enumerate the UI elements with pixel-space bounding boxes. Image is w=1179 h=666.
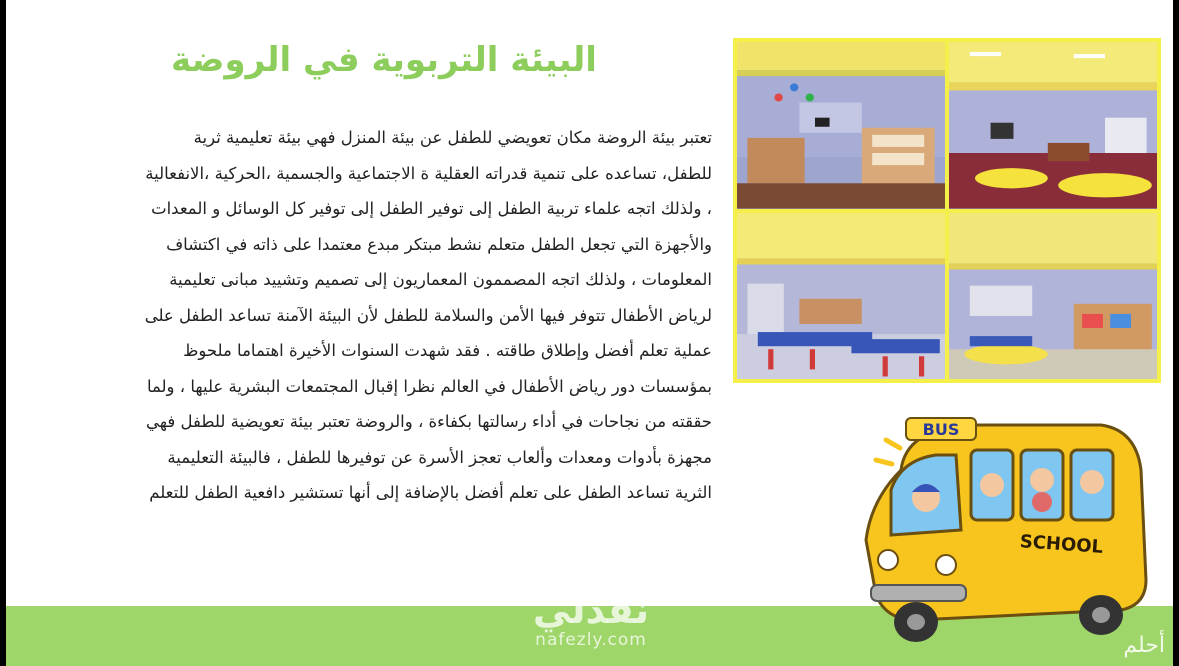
body-line: المعلومات ، ولذلك اتجه المصممون المعماريون إلى تصميم وتشييد مبانى تعليمية <box>169 270 712 289</box>
school-bus-illustration <box>846 410 1156 650</box>
body-line: لرياض الأطفال تتوفر فيها الأمن والسلامة للطفل لأن البيئة الآمنة تساعد الطفل على <box>144 305 712 325</box>
corner-logo: أحلم <box>1123 633 1165 658</box>
body-line: تعتبر بيئة الروضة مكان تعويضي للطفل عن بيئة المنزل فهي بيئة تعليمية ثرية <box>193 128 712 147</box>
classroom-photo-1 <box>737 42 945 209</box>
slide <box>6 0 1173 666</box>
body-line: حققته من نجاحات في أداء رسالتها بكفاءة ، والروضة تعتبر بيئة تعويضية للطفل فهي <box>146 412 712 431</box>
watermark-arabic: نفذلي <box>532 588 650 632</box>
body-line: عملية تعلم أفضل وإطلاق طاقته . فقد شهدت السنوات الأخيرة اهتماما ملحوظ <box>183 341 712 360</box>
body-line: للطفل، تساعده على تنمية قدراته العقلية ة الاجتماعية والجسمية ،الحركية ،الانفعالية <box>145 163 712 183</box>
bus-top-sign: BUS <box>922 420 960 439</box>
classroom-photo-4 <box>949 213 1157 380</box>
body-line: مجهزة بأدوات ومعدات وألعاب تعجز الأسرة عن توفيرها للطفل ، فالبيئة التعليمية <box>167 447 712 467</box>
bus-side-sign: SCHOOL <box>1019 531 1104 558</box>
slide-title: البيئة التربوية في الروضة <box>171 40 597 80</box>
body-line: الثرية تساعد الطفل على تعلم أفضل بالإضافة إلى أنها تستشير دافعية الطفل للتعلم <box>149 483 712 502</box>
watermark-latin: nafezly.com <box>535 630 647 650</box>
body-line: بمؤسسات دور رياض الأطفال في العالم نظرا إقبال المجتمعات البشرية عليها ، ولما <box>146 376 712 396</box>
body-text <box>46 120 712 511</box>
body-line: والأجهزة التي تجعل الطفل متعلم نشط مبتكر مبدع معتمدا على ذاته في اكتشاف <box>166 234 712 254</box>
watermark-logo <box>516 590 666 650</box>
body-line: ، ولذلك اتجه علماء تربية الطفل إلى توفير الطفل إلى توفير كل الوسائل و المعدات <box>151 199 712 218</box>
classroom-photo-2 <box>949 42 1157 209</box>
classroom-photo-3 <box>737 213 945 380</box>
classroom-photo-collage <box>733 38 1161 383</box>
